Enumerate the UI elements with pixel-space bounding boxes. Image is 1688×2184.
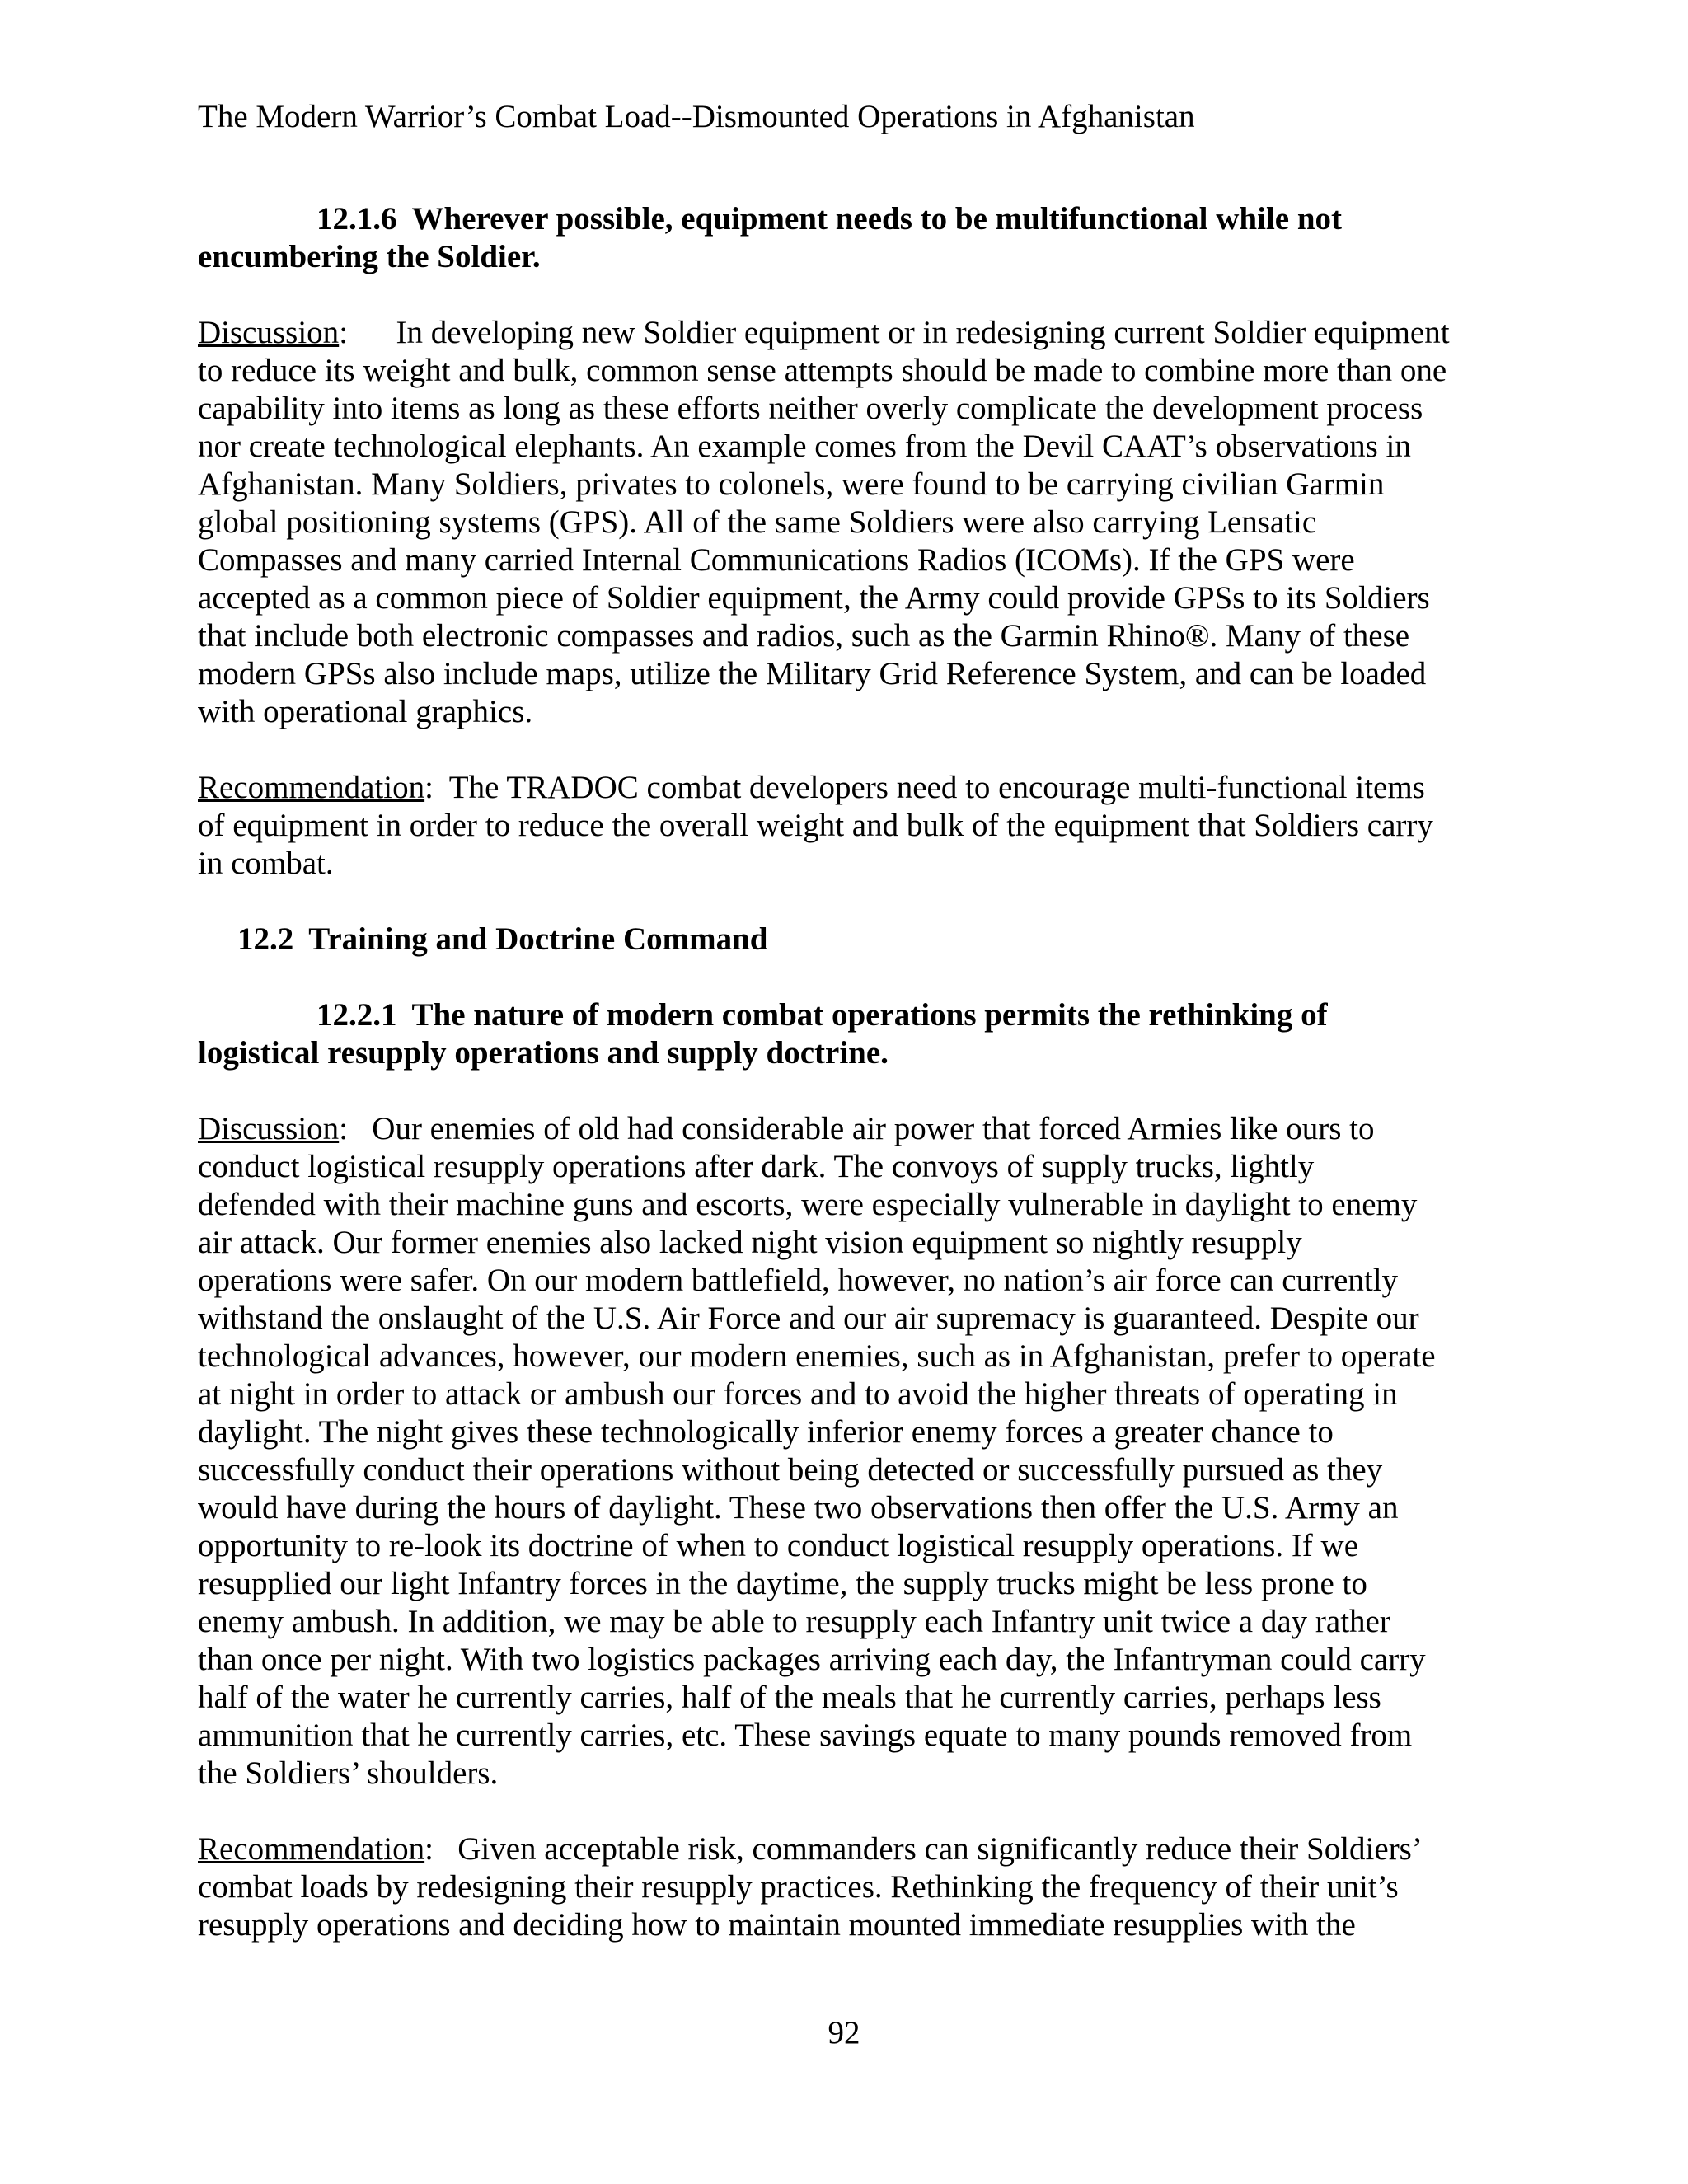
text-line: conduct logistical resupply operations after dark. The convoys of supply trucks, lightly <box>198 1149 1315 1184</box>
text-line: modern GPSs also include maps, utilize the Military Grid Reference System, and can be loaded <box>198 656 1427 691</box>
page-number: 92 <box>828 2015 860 2050</box>
recommendation-label: Recommendation <box>198 1831 425 1867</box>
text-line: operations were safer. On our modern battlefield, however, no nation’s air force can currently <box>198 1263 1399 1298</box>
text-line: resupply operations and deciding how to maintain mounted immediate resupplies with the <box>198 1907 1356 1943</box>
section-1216-discussion: Discussion: In developing new Soldier equipment or in redesigning current Soldier equipment to reduce its weight and bulk, common sense attempts should be made to combine more than one capability into items as long as these efforts neither overly complicate the development process nor create technological elephants. An example comes from the Devil CAAT’s observations in Afghanistan. Many Soldiers, privates to colonels, were found to be carrying civilian Garmin global positioning systems (GPS). All of the same Soldiers were also carrying Lensatic Compasses and many carried Internal Communications Radios (ICOMs). If the GPS were accepted as a common piece of Soldier equipment, the Army could provide GPSs to its Soldiers that include both electronic compasses and radios, such as the Garmin Rhino®. Many of these modern GPSs also include maps, utilize the Military Grid Reference System, and can be loaded with operational graphics. <box>198 314 1566 731</box>
text-line: combat loads by redesigning their resupply practices. Rethinking the frequency of their unit’s <box>198 1869 1399 1905</box>
section-1221-number: 12.2.1 <box>316 997 397 1033</box>
text-line: at night in order to attack or ambush our forces and to avoid the higher threats of operating in <box>198 1376 1398 1412</box>
text-line: the Soldiers’ shoulders. <box>198 1755 499 1791</box>
recommendation-label: Recommendation <box>198 770 425 805</box>
text-line: than once per night. With two logistics packages arriving each day, the Infantryman could carry <box>198 1642 1426 1677</box>
section-1216-recommendation: Recommendation: The TRADOC combat developers need to encourage multi-functional items of equipment in order to reduce the overall weight and bulk of the equipment that Soldiers carry in combat. <box>198 769 1566 883</box>
text-line: accepted as a common piece of Soldier equipment, the Army could provide GPSs to its Soldiers <box>198 580 1430 616</box>
text-line: defended with their machine guns and escorts, were especially vulnerable in daylight to enemy <box>198 1187 1418 1222</box>
text-line: global positioning systems (GPS). All of the same Soldiers were also carrying Lensatic <box>198 504 1317 540</box>
text-line: would have during the hours of daylight. These two observations then offer the U.S. Army an <box>198 1490 1399 1526</box>
text-line: air attack. Our former enemies also lacked night vision equipment so nightly resupply <box>198 1225 1302 1260</box>
text-line: Compasses and many carried Internal Communications Radios (ICOMs). If the GPS were <box>198 542 1355 578</box>
text-line: resupplied our light Infantry forces in the daytime, the supply trucks might be less prone to <box>198 1566 1367 1601</box>
discussion-label: Discussion <box>198 1111 340 1146</box>
running-header: The Modern Warrior’s Combat Load--Dismounted Operations in Afghanistan <box>198 99 1195 134</box>
text-line: enemy ambush. In addition, we may be able to resupply each Infantry unit twice a day rather <box>198 1604 1390 1639</box>
section-1221-discussion: Discussion: Our enemies of old had considerable air power that forced Armies like ours to conduct logistical resupply operations after dark. The convoys of supply trucks, lightly defended with their machine guns and escorts, were especially vulnerable in daylight to enemy air attack. Our former enemies also lacked night vision equipment so nightly resupply operations were safer. On our modern battlefield, however, no nation’s air force can currently withstand the onslaught of the U.S. Air Force and our air supremacy is guaranteed. Despite our technological advances, however, our modern enemies, such as in Afghanistan, prefer to operate at night in order to attack or ambush our forces and to avoid the higher threats of operating in daylight. The night gives these technologically inferior enemy forces a greater chance to successfully conduct their operations without being detected or successfully pursued as they would have during the hours of daylight. These two observations then offer the U.S. Army an opportunity to re-look its doctrine of when to conduct logistical resupply operations. If we resupplied our light Infantry forces in the daytime, the supply trucks might be less prone to enemy ambush. In addition, we may be able to resupply each Infantry unit twice a day rather than once per night. With two logistics packages arriving each day, the Infantryman could carry half of the water he currently carries, half of the meals that he currently carries, perhaps less ammunition that he currently carries, etc. These savings equate to many pounds removed from the Soldiers’ shoulders. <box>198 1110 1566 1793</box>
text-line: daylight. The night gives these technologically inferior enemy forces a greater chance to <box>198 1414 1334 1450</box>
section-122-title: Training and Doctrine Command <box>308 921 768 957</box>
text-line: nor create technological elephants. An example comes from the Devil CAAT’s observations in <box>198 429 1411 464</box>
section-1216-number: 12.1.6 <box>316 201 397 237</box>
text-line: that include both electronic compasses and radios, such as the Garmin Rhino®. Many of these <box>198 618 1410 654</box>
text-line: with operational graphics. <box>198 694 533 729</box>
discussion-label: Discussion <box>198 315 340 350</box>
text-line: successfully conduct their operations without being detected or successfully pursued as they <box>198 1452 1383 1488</box>
text-line: to reduce its weight and bulk, common sense attempts should be made to combine more than one <box>198 353 1447 388</box>
section-122-heading <box>237 921 1589 958</box>
text-line: capability into items as long as these efforts neither overly complicate the development process <box>198 391 1423 426</box>
text-line: technological advances, however, our modern enemies, such as in Afghanistan, prefer to operate <box>198 1338 1436 1374</box>
section-1221-heading <box>198 996 1550 1072</box>
text-line: opportunity to re-look its doctrine of when to conduct logistical resupply operations. If we <box>198 1528 1359 1563</box>
section-1216-title-line: encumbering the Soldier. <box>198 239 541 274</box>
text-line: in combat. <box>198 846 334 881</box>
section-1216-heading <box>198 200 1550 276</box>
section-1221-title-line: The nature of modern combat operations permits the rethinking of <box>411 997 1328 1033</box>
section-122-number: 12.2 <box>237 921 294 957</box>
section-1221-recommendation: Recommendation: Given acceptable risk, commanders can significantly reduce their Soldiers’ combat loads by redesigning their resupply practices. Rethinking the frequency of their unit’s resupply operations and deciding how to maintain mounted immediate resupplies with the <box>198 1830 1566 1944</box>
text-line: half of the water he currently carries, half of the meals that he currently carries, perhaps less <box>198 1680 1381 1715</box>
text-line: ammunition that he currently carries, etc. These savings equate to many pounds removed from <box>198 1718 1413 1753</box>
section-1216-title-line: Wherever possible, equipment needs to be multifunctional while not <box>411 201 1343 237</box>
text-line: withstand the onslaught of the U.S. Air Force and our air supremacy is guaranteed. Despite our <box>198 1301 1419 1336</box>
text-line: Afghanistan. Many Soldiers, privates to colonels, were found to be carrying civilian Garmin <box>198 466 1385 502</box>
section-1221-title-line: logistical resupply operations and supply doctrine. <box>198 1035 889 1071</box>
text-line: of equipment in order to reduce the overall weight and bulk of the equipment that Soldiers carry <box>198 808 1433 843</box>
